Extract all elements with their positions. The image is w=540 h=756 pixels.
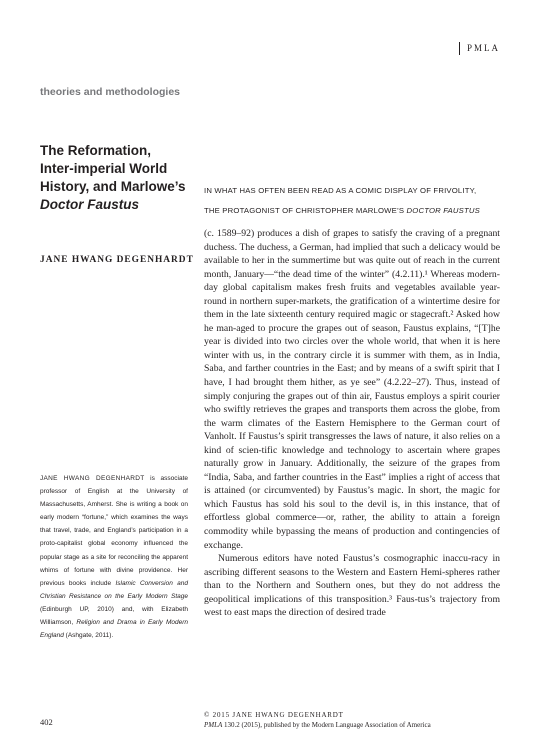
citation-journal: PMLA [204, 721, 223, 729]
copyright-line: © 2015 JANE HWANG DEGENHARDT [204, 711, 344, 719]
title-line: The Reformation, [40, 143, 152, 158]
lead-text: THE PROTAGONIST OF CHRISTOPHER MARLOWE’S [204, 206, 407, 215]
article-title [40, 142, 200, 214]
section-heading: theories and methodologies [40, 86, 181, 98]
page-number: 402 [40, 717, 53, 727]
author-bio [40, 472, 188, 642]
bio-book-title: Religion and Drama in Early Modern England [40, 619, 188, 640]
body-paragraph: (c. 1589–92) produces a dish of grapes to satisfy the craving of a pregnant duchess. The duchess, a German, had implied that such a delicacy would be available to her in the summertime but was quite out of reach in the current month, January—“the dead time of the winter” (4.2.11).¹ Whereas modern-day global capitalism makes fresh fruits and vegetables available year-round in northern super-markets, the gratification of a wintertime desire for them in the late sixteenth century required magic or stagecraft.² Asked how he man-aged to procure the grapes out of season, Faustus explains, “[T]he year is divided into two circles over the whole world, that when it is here winter with us, in the contrary circle it is summer with them, as in India, Saba, and farther countries in the East; and by means of a swift spirit that I have, I had brought them hither, as ye see” (4.2.22–27). Thus, instead of simply conjuring the grapes out of thin air, Faustus employs a spirit courier who swiftly retrieves the grapes and transports them across the globe, from the warm climates of the Eastern Hemisphere to the German court of Vanholt. If Faustus’s spirit transgresses the laws of nature, it also relies on a kind of scien-tific knowledge and technology to ascertain where grapes naturally grow in January. Additionally, the seizure of the grapes from “India, Saba, and farther countries in the East” implies a right of access that is attained (or circumvented) by Faustus’s magic. In short, the magic for which Faustus has sold his soul to the devil is, in this instance, that of effortless global commerce—or, rather, the ability to attain a foreign commodity while bypassing the means of production and contingencies of exchange. [204, 228, 500, 551]
article-body [204, 227, 500, 620]
lead-in [204, 181, 500, 221]
bio-text: (Edinburgh UP, 2010) and, with Elizabeth Williamson, [40, 605, 188, 627]
journal-name: PMLA [459, 42, 500, 55]
title-line: History, and Marlowe’s [40, 179, 186, 194]
author-name: JANE HWANG DEGENHARDT [40, 255, 194, 265]
copyright-notice [204, 710, 504, 730]
title-italic-line: Doctor Faustus [40, 197, 140, 212]
body-paragraph: Numerous editors have noted Faustus’s cosmographic inaccu-racy in ascribing different seasons to the Western and Eastern Hemi-spheres rather than to the Northern and Southern ones, but they do not address the geopolitical implications of this transposition.³ Faus-tus’s trajectory from west to east maps the direction of desired trade [204, 553, 500, 619]
bio-text: is associate professor of English at the University of Massachusetts, Amherst. She is writing a book on early modern “fortune,” which examines the ways that travel, trade, and England’s participation in a proto-capitalist global economy influenced the popular stage as a site for reconciling the apparent whims of fortune with divine providence. Her previous books include [40, 475, 188, 587]
bio-book-title: Islamic Conversion and Christian Resistance on the Early Modern Stage [40, 579, 188, 600]
lead-italic: DOCTOR FAUSTUS [406, 206, 480, 215]
bio-name: JANE HWANG DEGENHARDT [40, 475, 145, 482]
bio-text: (Ashgate, 2011). [63, 632, 114, 640]
lead-line [204, 201, 500, 221]
citation-line [204, 720, 504, 730]
lead-line: IN WHAT HAS OFTEN BEEN READ AS A COMIC DISPLAY OF FRIVOLITY, [204, 186, 477, 195]
title-line: Inter-imperial World [40, 161, 168, 176]
citation-text: 130.2 (2015), published by the Modern Language Association of America [222, 721, 431, 729]
